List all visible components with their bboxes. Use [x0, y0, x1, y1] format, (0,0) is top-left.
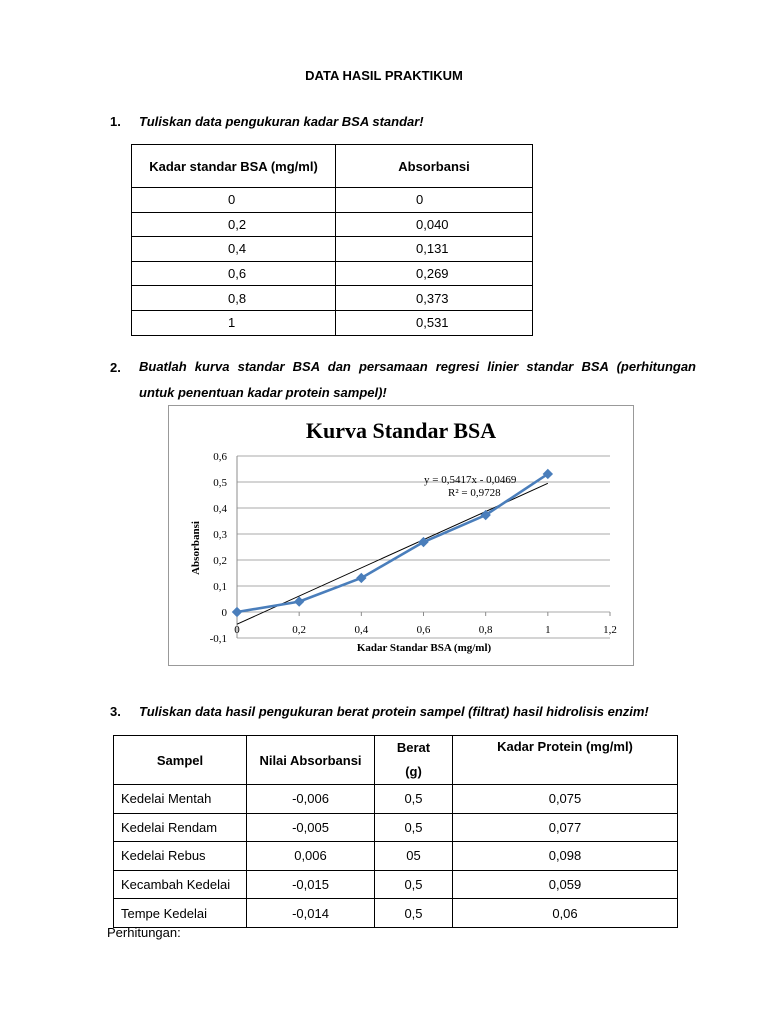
table-cell: 0,006 [247, 842, 375, 871]
x-tick-label: 1,2 [603, 624, 617, 636]
question-text: Tuliskan data pengukuran kadar BSA standar! [139, 114, 424, 129]
table-row [132, 310, 533, 335]
table-cell: 0,075 [453, 785, 678, 814]
table-cell: 0,5 [375, 813, 453, 842]
table-cell: -0,006 [247, 785, 375, 814]
x-tick-label: 0 [234, 624, 240, 636]
question-text [139, 354, 696, 406]
table-row [132, 212, 533, 237]
table-cell: Kedelai Rebus [114, 842, 247, 871]
table-header: Kadar standar BSA (mg/ml) [132, 145, 336, 188]
table-header-row [114, 736, 678, 785]
table-cell: 0,131 [336, 237, 533, 262]
footnote: Perhitungan: [107, 925, 181, 940]
y-tick-label: 0,5 [213, 477, 227, 489]
trendline-r2: R² = 0,9728 [448, 487, 501, 499]
question-number: 1. [110, 114, 121, 129]
table-header-line: Berat [396, 740, 431, 755]
question-3 [110, 704, 710, 722]
table-cell: -0,005 [247, 813, 375, 842]
table-cell: 0,040 [336, 212, 533, 237]
y-tick-label: -0,1 [209, 633, 227, 645]
table-cell: 0 [132, 188, 336, 213]
question-text-line: untuk penentuan kadar protein sampel)! [139, 385, 387, 400]
x-tick-label: 0,4 [354, 624, 369, 636]
table-cell: Kedelai Rendam [114, 813, 247, 842]
table-header: Kadar Protein (mg/ml) [453, 736, 678, 785]
table-row [132, 261, 533, 286]
table-cell: 0,5 [375, 785, 453, 814]
table-header: Absorbansi [336, 145, 533, 188]
table-cell: 0,2 [132, 212, 336, 237]
table-cell: 0,5 [375, 870, 453, 899]
table-cell: 0 [336, 188, 533, 213]
table-row [114, 842, 678, 871]
table-cell: 0,269 [336, 261, 533, 286]
question-text-line: Buatlah kurva standar BSA dan persamaan regresi linier standar BSA (perhitungan [139, 359, 696, 374]
table-cell: -0,015 [247, 870, 375, 899]
question-text: Tuliskan data hasil pengukuran berat protein sampel (filtrat) hasil hidrolisis enzim! [139, 704, 649, 719]
table-cell: 0,059 [453, 870, 678, 899]
y-tick-label: 0,2 [213, 555, 227, 567]
data-point-marker [233, 608, 242, 617]
chart-frame [168, 405, 634, 666]
table-row [114, 813, 678, 842]
table-row [132, 237, 533, 262]
table-cell: 05 [375, 842, 453, 871]
table-cell: 0,4 [132, 237, 336, 262]
table-cell: Kedelai Mentah [114, 785, 247, 814]
table-header-line: (g) [405, 764, 422, 779]
table-cell: 0,077 [453, 813, 678, 842]
y-axis-label: Absorbansi [190, 521, 202, 575]
page-title: DATA HASIL PRAKTIKUM [305, 68, 463, 83]
trendline-equation: y = 0,5417x - 0,0469 [424, 474, 517, 486]
table-cell: 0,373 [336, 286, 533, 311]
bsa-standard-table [131, 144, 533, 336]
question-number: 2. [110, 360, 121, 375]
x-tick-label: 0,2 [292, 624, 307, 636]
table-cell: 0,8 [132, 286, 336, 311]
y-tick-label: 0,4 [213, 503, 227, 515]
table-row [114, 899, 678, 928]
table-cell: 1 [132, 310, 336, 335]
table-row [132, 286, 533, 311]
chart-title: Kurva Standar BSA [305, 418, 497, 443]
table-row [114, 785, 678, 814]
table-cell: 0,098 [453, 842, 678, 871]
y-tick-label: 0,6 [213, 451, 227, 463]
question-2 [110, 360, 700, 402]
question-1 [110, 114, 710, 132]
y-tick-label: 0,1 [213, 581, 227, 593]
table-header [375, 736, 453, 785]
table-header: Nilai Absorbansi [247, 736, 375, 785]
series-line [237, 474, 548, 612]
x-tick-label: 0,8 [478, 624, 493, 636]
table-cell: 0,531 [336, 310, 533, 335]
table-cell: 0,6 [132, 261, 336, 286]
data-point-marker [295, 597, 304, 606]
y-tick-label: 0 [221, 607, 227, 619]
table-row [114, 870, 678, 899]
table-row [132, 188, 533, 213]
table-cell: -0,014 [247, 899, 375, 928]
table-header-row [132, 145, 533, 188]
table-cell: 0,5 [375, 899, 453, 928]
data-series [233, 469, 553, 616]
sample-protein-table [113, 735, 678, 928]
table-cell: Tempe Kedelai [114, 899, 247, 928]
y-tick-label: 0,3 [213, 529, 227, 541]
x-tick-label: 1 [545, 624, 551, 636]
table-cell: 0,06 [453, 899, 678, 928]
bsa-standard-curve-chart [169, 406, 635, 667]
table-header: Sampel [114, 736, 247, 785]
x-axis-label: Kadar Standar BSA (mg/ml) [356, 642, 492, 654]
question-number: 3. [110, 704, 121, 719]
x-tick-label: 0,6 [416, 624, 431, 636]
table-cell: Kecambah Kedelai [114, 870, 247, 899]
